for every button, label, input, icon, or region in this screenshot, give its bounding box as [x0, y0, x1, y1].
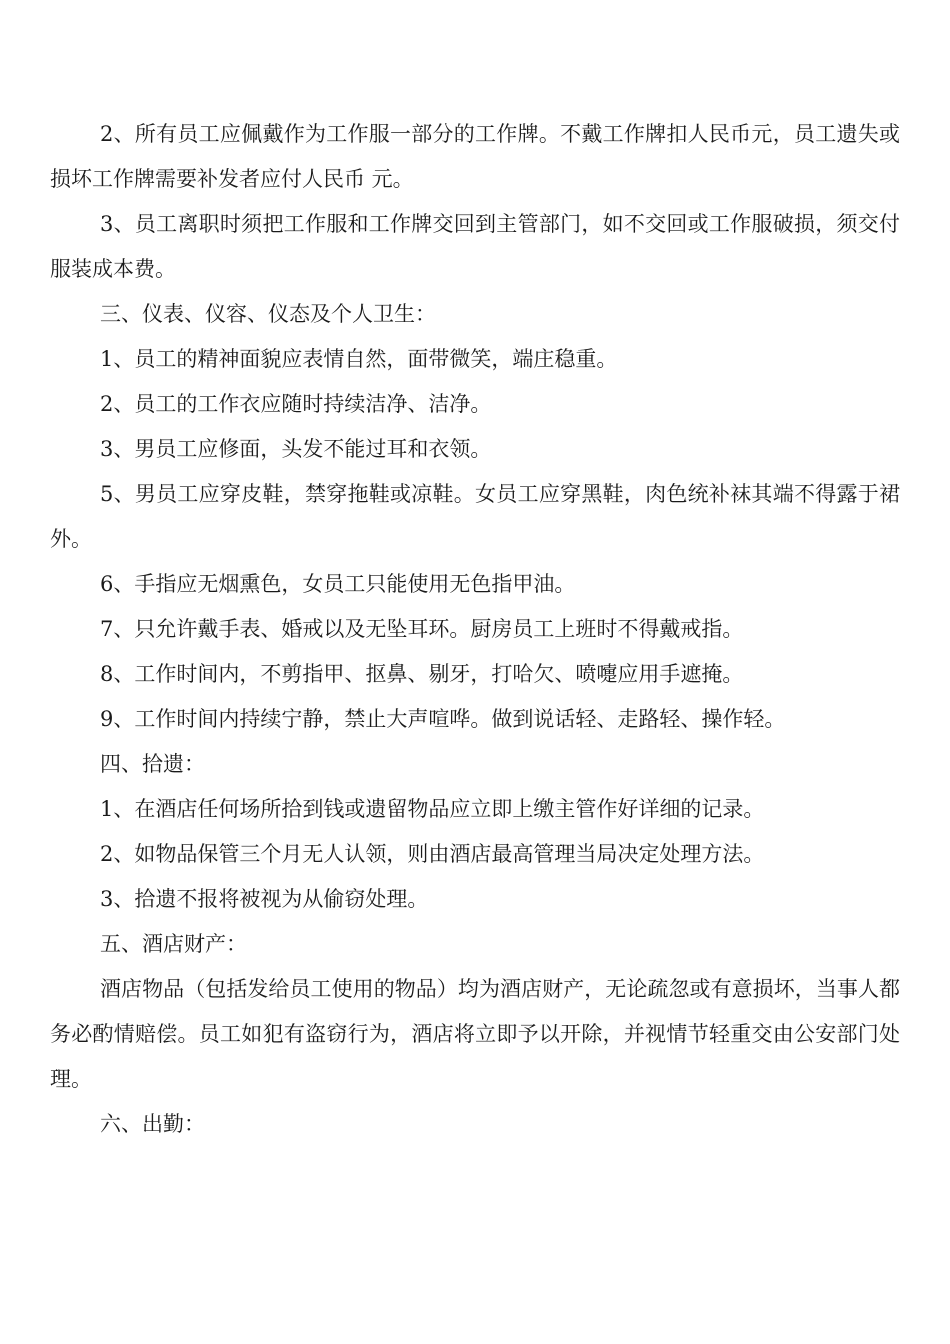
paragraph: 1、在酒店任何场所拾到钱或遗留物品应立即上缴主管作好详细的记录。 [100, 797, 765, 821]
paragraph: 3、男员工应修面，头发不能过耳和衣领。 [100, 437, 492, 461]
paragraph: 8、工作时间内，不剪指甲、抠鼻、剔牙，打哈欠、喷嚏应用手遮掩。 [100, 662, 744, 686]
paragraph: 酒店物品（包括发给员工使用的物品）均为酒店财产，无论疏忽或有意损坏，当事人都务必酌情赔偿。员工如犯有盗窃行为，酒店将立即予以开除，并视情节轻重交由公安部门处理。 [50, 977, 900, 1091]
paragraph: 6、手指应无烟熏色，女员工只能使用无色指甲油。 [100, 572, 576, 596]
paragraph: 3、员工离职时须把工作服和工作牌交回到主管部门，如不交回或工作服破损，须交付服装成本费。 [50, 212, 900, 281]
section-heading: 四、拾遗： [100, 752, 205, 776]
paragraph: 1、员工的精神面貌应表情自然，面带微笑，端庄稳重。 [100, 347, 618, 371]
paragraph: 2、所有员工应佩戴作为工作服一部分的工作牌。不戴工作牌扣人民币元，员工遗失或损坏工作牌需要补发者应付人民币 元。 [50, 122, 900, 191]
paragraph: 9、工作时间内持续宁静，禁止大声喧哗。做到说话轻、走路轻、操作轻。 [100, 707, 786, 731]
section-heading: 六、出勤： [100, 1112, 205, 1136]
document-body [50, 112, 900, 1147]
section-heading: 五、酒店财产： [100, 932, 247, 956]
paragraph: 2、如物品保管三个月无人认领，则由酒店最高管理当局决定处理方法。 [100, 842, 765, 866]
paragraph: 3、拾遗不报将被视为从偷窃处理。 [100, 887, 429, 911]
section-heading: 三、仪表、仪容、仪态及个人卫生： [100, 302, 436, 326]
paragraph: 7、只允许戴手表、婚戒以及无坠耳环。厨房员工上班时不得戴戒指。 [100, 617, 744, 641]
paragraph: 2、员工的工作衣应随时持续洁净、洁净。 [100, 392, 492, 416]
paragraph: 5、男员工应穿皮鞋，禁穿拖鞋或凉鞋。女员工应穿黑鞋，肉色统补袜其端不得露于裙外。 [50, 482, 900, 551]
